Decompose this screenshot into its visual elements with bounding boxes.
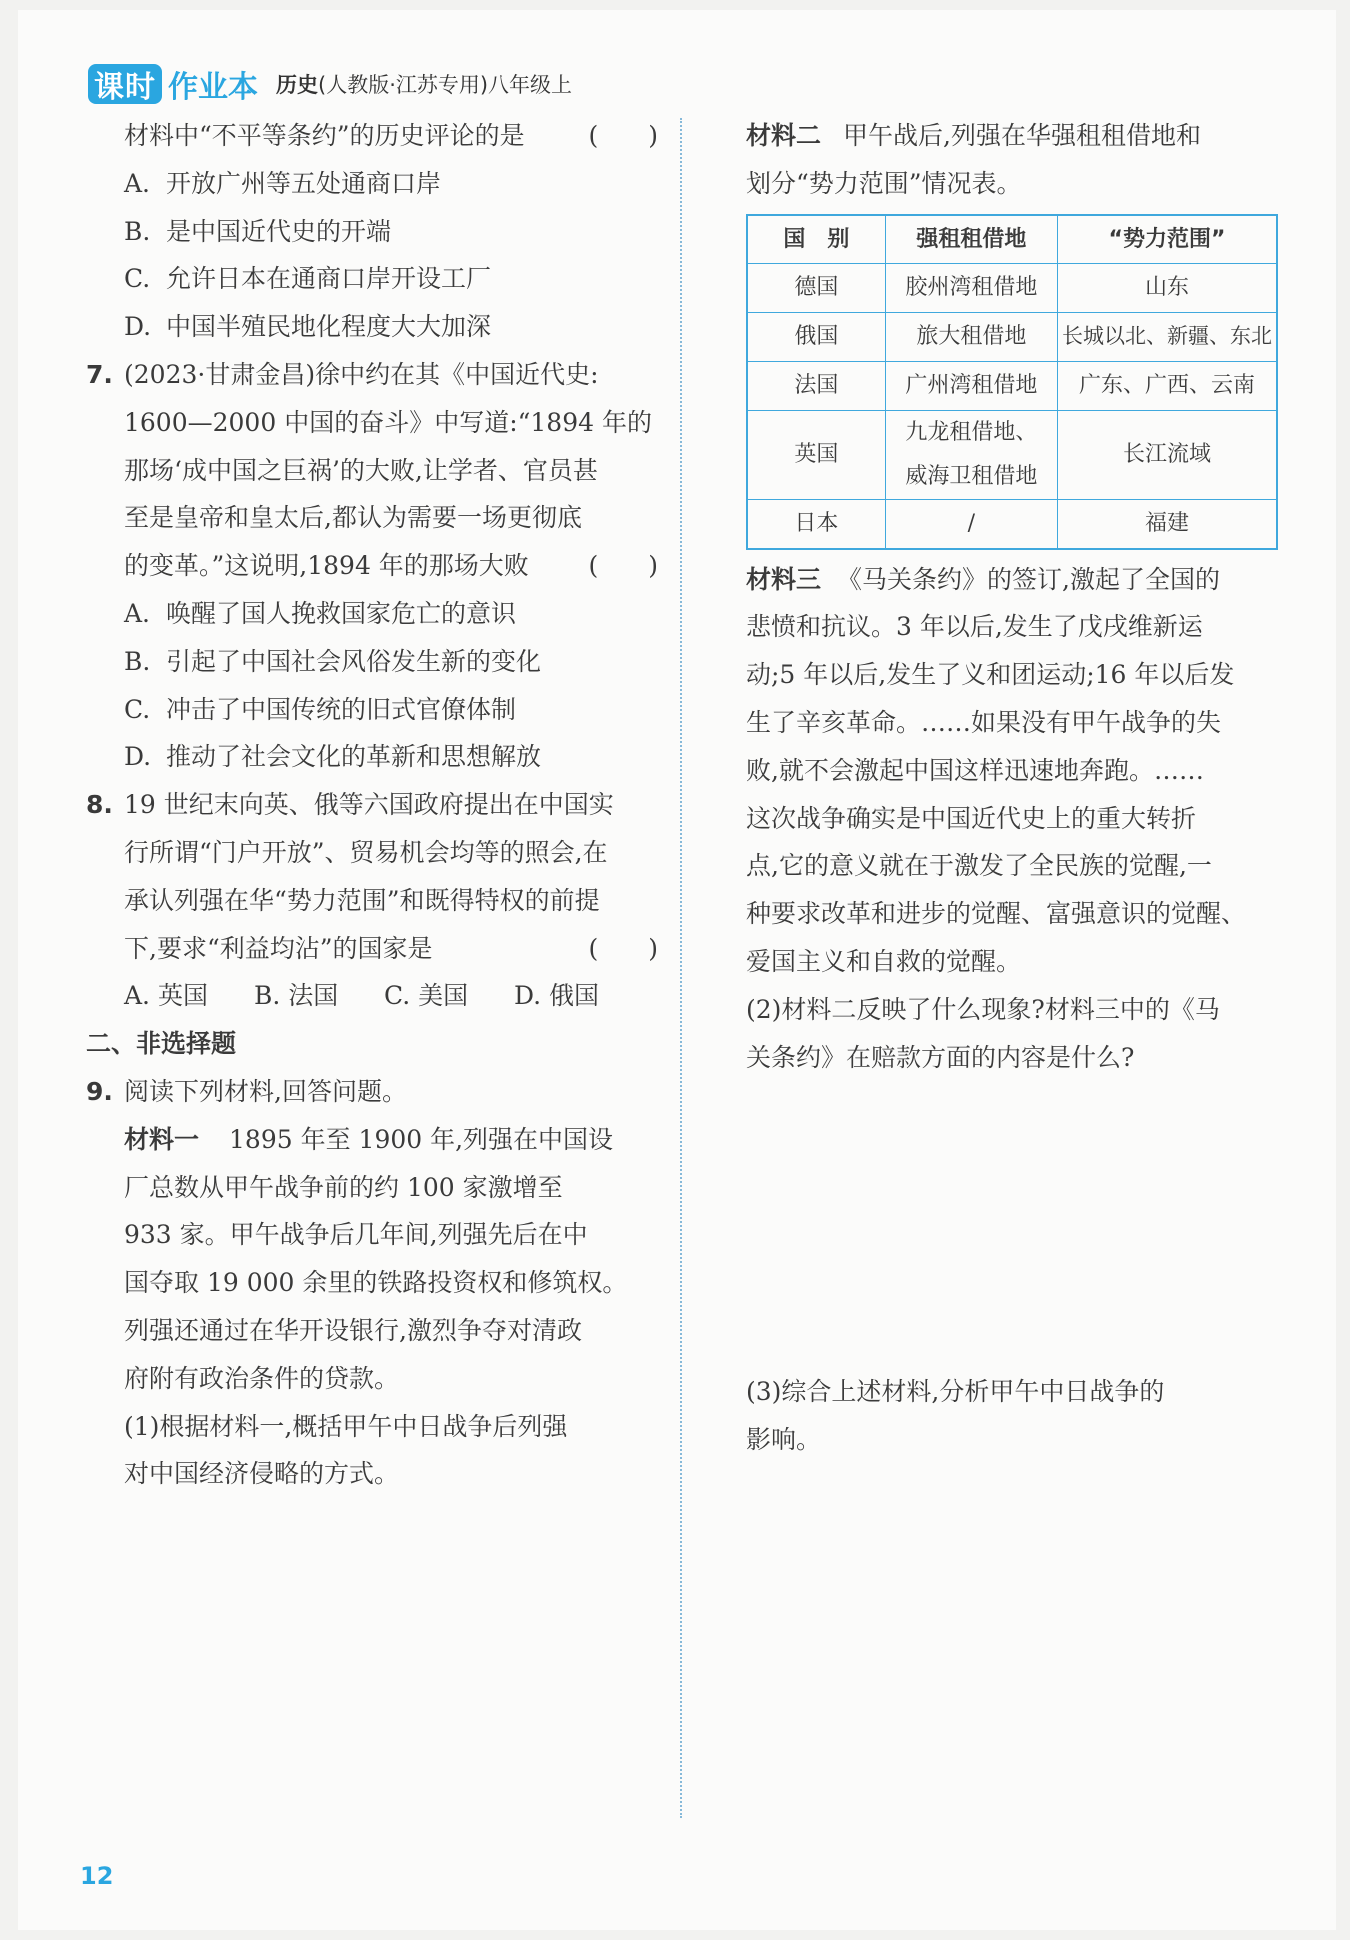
q8-stem-line: 8. 19 世纪末向英、俄等六国政府提出在中国实 [86, 781, 658, 829]
table-cell: 山东 [1058, 264, 1278, 313]
answer-blank: ( ) [588, 551, 658, 581]
brand-title: 作业本 [168, 70, 258, 105]
sub-question-1: (1)根据材料一,概括甲午中日战争后列强 [124, 1411, 568, 1441]
table-cell: 广东、广西、云南 [1058, 361, 1278, 410]
material-2-label: 材料二 [746, 121, 822, 150]
material-3-label: 材料三 [746, 564, 822, 594]
answer-blank: ( ) [588, 121, 658, 150]
sub-question-2: 关条约》在赔款方面的内容是什么? [746, 1042, 1135, 1072]
q8-options [86, 972, 658, 1020]
q8-stem-line: 行所谓“门户开放”、贸易机会均等的照会,在 [124, 837, 608, 867]
q8-option-a: A. 英国 [124, 981, 208, 1011]
page-number: 12 [80, 1862, 114, 1890]
material-1-label: 材料一 [124, 1124, 200, 1154]
q6-option-a: A. 开放广州等五处通商口岸 [124, 168, 442, 198]
table-cell: 广州湾租借地 [885, 361, 1057, 410]
table-cell: 英国 [747, 410, 885, 499]
edition-label: (人教版·江苏专用)八年级上 [318, 73, 573, 97]
q7-stem-line: 那场‘成中国之巨祸’的大败,让学者、官员甚 [124, 455, 598, 485]
sub-question-3: 影响。 [746, 1425, 822, 1455]
column-header: 强租租借地 [885, 215, 1057, 264]
q8-stem-line: 下,要求“利益均沾”的国家是 ( ) [86, 925, 658, 973]
table-row [747, 410, 1277, 499]
table-cell: 九龙租借地、 威海卫租借地 [885, 410, 1057, 499]
material-2-line: 材料二 甲午战后,列强在华强租租借地和 [746, 121, 1201, 150]
column-header: “势力范围” [1058, 215, 1278, 264]
right-column [746, 112, 1278, 1664]
material-3-line: 动;5 年以后,发生了义和团运动;16 年以后发 [746, 660, 1235, 690]
sub-question-3: (3)综合上述材料,分析甲午中日战争的 [746, 1377, 1165, 1407]
table-cell: 旅大租借地 [885, 313, 1057, 362]
answer-space-3[interactable] [746, 1464, 1278, 1664]
table-cell: 日本 [747, 499, 885, 548]
q8-option-b: B. 法国 [254, 981, 339, 1011]
answer-blank: ( ) [588, 933, 658, 963]
left-column [86, 112, 658, 1498]
q8-option-d: D. 俄国 [514, 981, 600, 1011]
table-cell: 福建 [1058, 499, 1278, 548]
material-3-line: 点,它的意义就在于激发了全民族的觉醒,一 [746, 851, 1212, 881]
table-row [747, 313, 1277, 362]
table-row [747, 264, 1277, 313]
q7-stem-line: 至是皇帝和皇太后,都认为需要一场更彻底 [124, 503, 582, 533]
question-number: 7. [86, 359, 113, 389]
table-header-row [747, 215, 1277, 264]
table-row [747, 361, 1277, 410]
q7-option-c: C. 冲击了中国传统的旧式官僚体制 [124, 694, 517, 724]
material-1-line: 厂总数从甲午战争前的约 100 家激增至 [124, 1172, 563, 1202]
table-cell: 德国 [747, 264, 885, 313]
q7-option-d: D. 推动了社会文化的革新和思想解放 [124, 742, 542, 772]
material-1-line: 材料一 1895 年至 1900 年,列强在中国设 [124, 1124, 614, 1154]
q7-option-b: B. 引起了中国社会风俗发生新的变化 [124, 646, 542, 676]
material-3-line: 这次战争确实是中国近代史上的重大转折 [746, 803, 1197, 833]
material-3-line: 悲愤和抗议。3 年以后,发生了戊戌维新运 [746, 612, 1203, 642]
q7-option-a: A. 唤醒了国人挽救国家危亡的意识 [124, 598, 517, 628]
table-cell: 法国 [747, 361, 885, 410]
answer-space-2[interactable] [746, 1081, 1278, 1368]
material-1-line: 列强还通过在华开设银行,激烈争夺对清政 [124, 1315, 582, 1345]
q6-stem-tail: 材料中“不平等条约”的历史评论的是 ( ) [86, 112, 658, 160]
material-3-line: 爱国主义和自救的觉醒。 [746, 946, 1022, 976]
logo: 课时 [88, 64, 162, 104]
q7-stem-line: 的变革。”这说明,1894 年的那场大败 ( ) [86, 542, 658, 590]
question-number: 8. [86, 790, 113, 820]
table-cell: / [885, 499, 1057, 548]
header [88, 62, 572, 106]
material-1-line: 府附有政治条件的贷款。 [124, 1363, 400, 1393]
material-3-line: 生了辛亥革命。……如果没有甲午战争的失 [746, 707, 1222, 737]
q6-option-d: D. 中国半殖民地化程度大大加深 [124, 312, 492, 342]
q6-option-b: B. 是中国近代史的开端 [124, 216, 392, 246]
column-divider [680, 118, 682, 1818]
material-3-line: 败,就不会激起中国这样迅速地奔跑。…… [746, 755, 1204, 785]
q6-option-c: C. 允许日本在通商口岸开设工厂 [124, 264, 492, 294]
material-2-line: 划分“势力范围”情况表。 [746, 168, 1022, 198]
q9-intro: 9. 阅读下列材料,回答问题。 [86, 1068, 658, 1116]
q7-stem-line: 1600—2000 中国的奋斗》中写道:“1894 年的 [124, 407, 652, 437]
sub-question-2: (2)材料二反映了什么现象?材料三中的《马 [746, 994, 1220, 1024]
material-1-line: 国夺取 19 000 余里的铁路投资权和修筑权。 [124, 1268, 628, 1298]
section-title: 二、非选择题 [86, 1029, 237, 1059]
subject-label: 历史 [276, 73, 318, 97]
column-header: 国 别 [747, 215, 885, 264]
q8-stem-line: 承认列强在华“势力范围”和既得特权的前提 [124, 885, 600, 915]
material-3-line: 种要求改革和进步的觉醒、富强意识的觉醒、 [746, 899, 1247, 929]
book-subtitle [276, 69, 572, 99]
material-1-line: 933 家。甲午战争后几年间,列强先后在中 [124, 1220, 588, 1250]
table-cell: 长江流域 [1058, 410, 1278, 499]
q8-option-c: C. 美国 [384, 981, 469, 1011]
powers-table [746, 214, 1278, 550]
material-3-line: 材料三 《马关条约》的签订,激起了全国的 [746, 564, 1220, 594]
table-row [747, 499, 1277, 548]
question-number: 9. [86, 1076, 113, 1106]
table-cell: 俄国 [747, 313, 885, 362]
table-cell: 胶州湾租借地 [885, 264, 1057, 313]
q7-stem-line: 7. (2023·甘肃金昌)徐中约在其《中国近代史: [86, 351, 658, 399]
table-cell: 长城以北、新疆、东北 [1058, 313, 1278, 362]
sub-question-1: 对中国经济侵略的方式。 [124, 1459, 400, 1489]
